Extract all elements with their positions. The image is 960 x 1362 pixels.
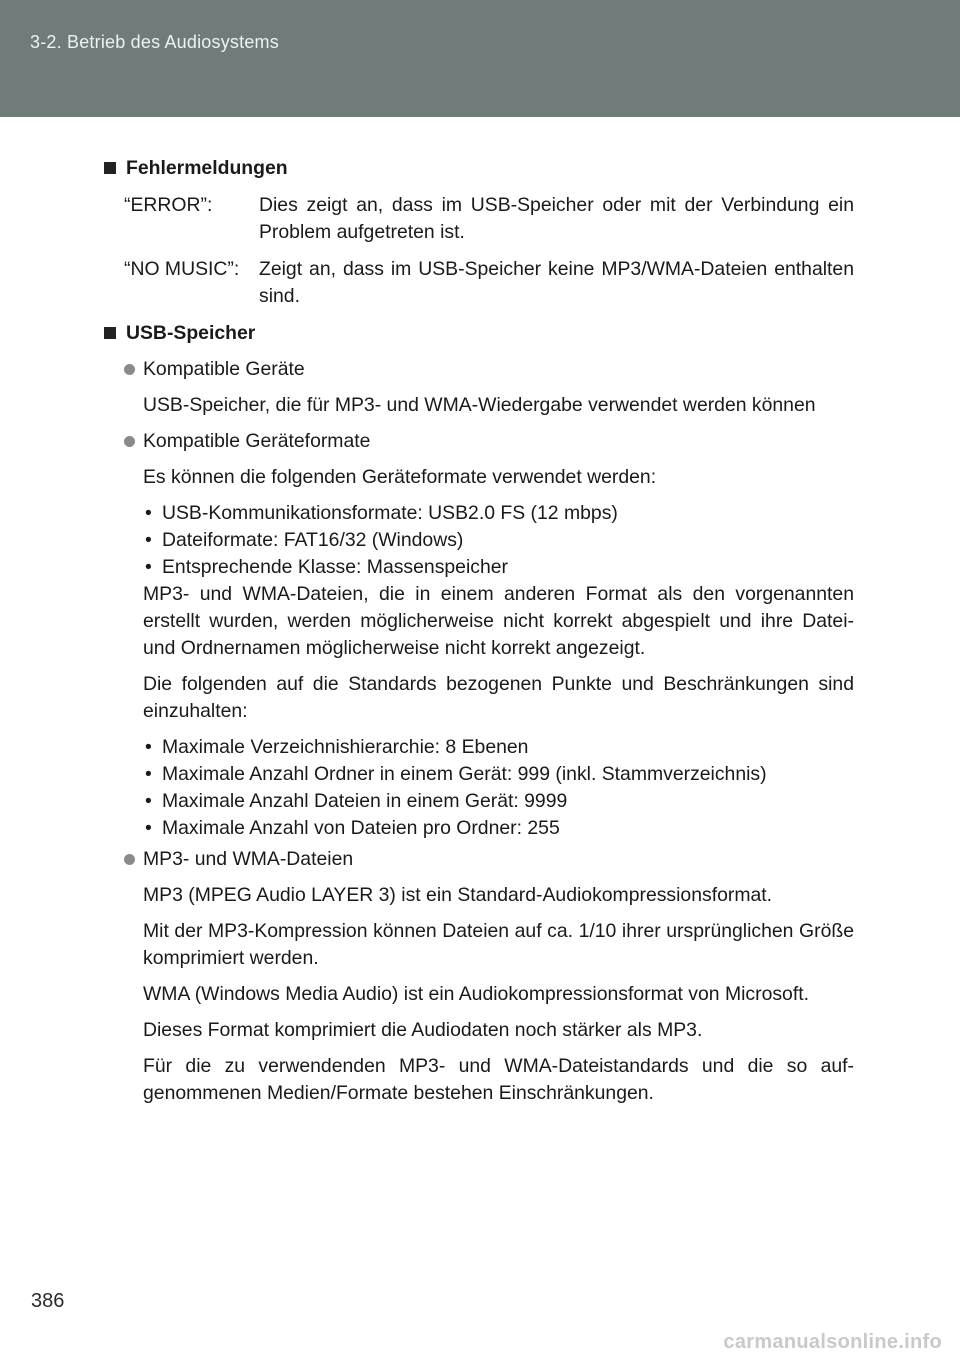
- error-row: [124, 256, 854, 310]
- header-bar: [0, 0, 960, 117]
- paragraph: MP3- und WMA-Dateien, die in einem anderen Format als den vorgenannten erstellt wurden, werden möglicherweise nicht korrekt abgespielt und ihre Datei- und Ordnernamen möglicherweise nicht korrekt angezeigt.: [143, 583, 854, 659]
- round-bullet-icon: [124, 854, 135, 865]
- paragraph: USB-Speicher, die für MP3- und WMA-Wiedergabe verwendet werden können: [143, 394, 816, 416]
- subheading-mp3-wma-files: [104, 846, 854, 873]
- page-number: 386: [31, 1290, 65, 1312]
- square-bullet-icon: [104, 327, 116, 339]
- heading-text: USB-Speicher: [126, 322, 256, 344]
- error-term: “ERROR”:: [124, 194, 213, 216]
- heading-text: Fehlermeldungen: [126, 157, 288, 179]
- paragraph: WMA (Windows Media Audio) ist ein Audiokompressionsformat von Microsoft.: [143, 983, 809, 1005]
- error-term: “NO MUSIC”:: [124, 258, 240, 280]
- list-item: • Maximale Verzeichnishierarchie: 8 Ebenen: [143, 734, 854, 761]
- paragraph: Es können die folgenden Geräteformate verwendet werden:: [143, 466, 657, 488]
- list-item: • Maximale Anzahl von Dateien pro Ordner: 255: [143, 815, 854, 842]
- error-description: Dies zeigt an, dass im USB-Speicher oder mit der Verbindung ein Problem aufgetreten ist.: [259, 194, 854, 243]
- paragraph: Für die zu verwendenden MP3- und WMA-Dateistandards und die so aufgenommenen Medien/Formate bestehen Einschränkungen.: [143, 1055, 854, 1104]
- round-bullet-icon: [124, 364, 135, 375]
- list-item: • Maximale Anzahl Dateien in einem Gerät: 9999: [143, 788, 854, 815]
- section-breadcrumb: 3-2. Betrieb des Audiosystems: [30, 32, 279, 52]
- heading-error-messages: [104, 155, 854, 182]
- paragraph: Die folgenden auf die Standards bezogenen Punkte und Beschränkungen sind einzuhalten:: [143, 673, 854, 722]
- paragraph: Dieses Format komprimiert die Audiodaten noch stärker als MP3.: [143, 1019, 703, 1041]
- list-item: • Dateiformate: FAT16/32 (Windows): [143, 527, 854, 554]
- square-bullet-icon: [104, 162, 116, 174]
- limits-bullet-list: [143, 734, 854, 842]
- format-bullet-list: [143, 500, 854, 581]
- subheading-compatible-formats: [104, 428, 854, 455]
- paragraph: Mit der MP3-Kompression können Dateien auf ca. 1/10 ihrer ursprünglichen Größe komprimiert werden.: [143, 920, 854, 969]
- subheading-compatible-devices: [104, 356, 854, 383]
- watermark: carmanualsonline.info: [723, 1331, 942, 1353]
- list-item: • Entsprechende Klasse: Massenspeicher: [143, 554, 854, 581]
- error-row: [124, 192, 854, 246]
- list-item: • USB-Kommunikationsformate: USB2.0 FS (12 mbps): [143, 500, 854, 527]
- error-description: Zeigt an, dass im USB-Speicher keine MP3/WMA-Dateien enthalten sind.: [259, 258, 854, 307]
- subheading-text: MP3- und WMA-Dateien: [143, 848, 354, 870]
- page-content: [104, 155, 854, 1107]
- paragraph: MP3 (MPEG Audio LAYER 3) ist ein Standard-Audiokompressionsformat.: [143, 884, 773, 906]
- subheading-text: Kompatible Geräte: [143, 358, 305, 380]
- subheading-text: Kompatible Geräteformate: [143, 430, 371, 452]
- list-item: • Maximale Anzahl Ordner in einem Gerät: 999 (inkl. Stammverzeichnis): [143, 761, 854, 788]
- heading-usb-storage: [104, 320, 854, 347]
- round-bullet-icon: [124, 436, 135, 447]
